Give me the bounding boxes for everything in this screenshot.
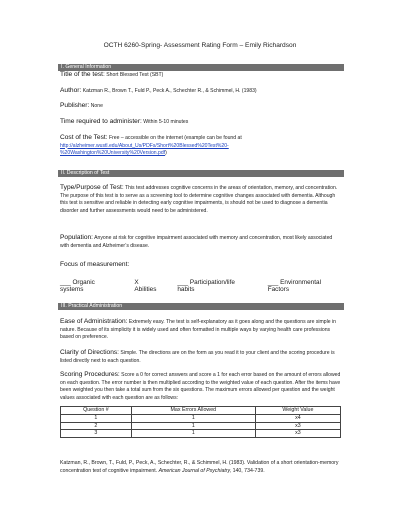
table-cell: 1 [131, 422, 255, 430]
author-label: Author: [60, 87, 82, 94]
table-header-cell: Max Errors Allowed [131, 407, 255, 415]
clarity-label: Clarity of Directions: [60, 349, 119, 356]
section-header-description: II. Description of Test [58, 170, 344, 177]
weight-table [60, 406, 341, 438]
population-label: Population: [60, 234, 93, 241]
table-row [61, 430, 341, 438]
purpose-value: This test addresses cognitive concerns in the areas of orientation, memory, and concentration. The purpose of this test is to serve as a screening tool to determine cognitive changes associated with dementia. Although this test is sensitive and reliable in detecting early cognitive impairments, is should not be used to diagnose a dementia disorder and further assessments would need to be administered. [60, 185, 338, 214]
table-cell: 3 [61, 430, 132, 438]
cost-block [60, 134, 342, 158]
table-header-cell: Weight Value [255, 407, 340, 415]
test-title-line [60, 71, 342, 80]
reference-journal: American Journal of Psychiatry, [158, 467, 232, 474]
section-header-general: I. General Information [58, 64, 344, 71]
focus-options [60, 279, 342, 293]
author-line [60, 87, 342, 96]
section-header-practical: III. Practical Administration [58, 303, 344, 310]
publisher-value: None [90, 103, 103, 109]
cost-url-link-part1[interactable]: http://alzheimer.wustl.edu/About_Us/PDFs/Short%20Blessed%20Test%20- [60, 142, 229, 149]
focus-label: Focus of measurement: [60, 261, 130, 268]
publisher-line [60, 102, 342, 111]
scoring-block [60, 371, 342, 402]
table-cell: 2 [61, 422, 132, 430]
reference-citation [60, 460, 342, 475]
table-header-cell: Question # [61, 407, 132, 415]
reference-text-part2: 140, 734-739. [232, 467, 265, 474]
focus-option-abilities: X Abilities [134, 279, 157, 293]
time-line [60, 118, 342, 127]
cost-close-paren: ) [165, 150, 167, 156]
focus-option-environmental: ___ Environmental Factors [267, 279, 321, 293]
table-header-row [61, 407, 341, 415]
ease-block [60, 318, 342, 342]
table-cell: 1 [131, 414, 255, 422]
document-title: OCTH 6260-Spring- Assessment Rating Form – Emily Richardson [103, 42, 297, 49]
scoring-value: Score a 0 for correct answers and score a 1 for each error based on the amount of errors allowed on each question. The error number is then multiplied according to the weighted value of each question. After the items have been weighted you then take a total sum from the six questions. The maximum errors allowed per question and the weight values associated with each question are as follows: [60, 372, 341, 401]
ease-value: Extremely easy. The test is self-explanatory as it goes along and the questions are simple in nature. Because of its simplicity it is widely used and often formatted in multiple ways by varying health care professions based on preference. [60, 319, 336, 340]
cost-label: Cost of the Test: [60, 134, 108, 141]
focus-label-line [60, 261, 342, 270]
population-block [60, 234, 342, 250]
clarity-value: Simple. The directions are on the form as you read it to your client and the scoring procedure is listed directly next to each question. [60, 350, 335, 364]
scoring-label: Scoring Procedures: [60, 371, 120, 378]
purpose-block [60, 184, 342, 215]
table-cell: 1 [131, 430, 255, 438]
table-cell: x4 [255, 414, 340, 422]
table-cell: x3 [255, 422, 340, 430]
focus-option-participation: ___ Participation/life habits [177, 279, 235, 293]
table-cell: x3 [255, 430, 340, 438]
time-value: Within 5-10 minutes [143, 119, 189, 125]
purpose-label: Type/Purpose of Test: [60, 184, 124, 191]
clarity-block [60, 349, 342, 365]
table-cell: 1 [61, 414, 132, 422]
publisher-label: Publisher: [60, 102, 90, 109]
test-title-label: Title of the test: [60, 71, 105, 78]
test-title-value: Short Blessed Test (SBT) [106, 72, 164, 78]
population-value: Anyone at risk for cognitive impairment associated with memory and concentration, most likely associated with dementia and Alzheimer’s disease. [60, 235, 333, 249]
ease-label: Ease of Administration: [60, 318, 128, 325]
cost-value: Free – accessible on the internet (example can be found at [108, 135, 242, 141]
time-label: Time required to administer: [60, 118, 142, 125]
focus-option-organic: ___ Organic systems [60, 279, 95, 293]
cost-url-link-part2[interactable]: %20Washington%20University%20Version.pdf [60, 150, 166, 156]
table-row [61, 422, 341, 430]
author-value: Katzman R., Brown T., Fuld P., Peck A., Schechter R., & Schimmel, H. (1983) [82, 88, 257, 94]
reference-text-part1: Katzman, R., Brown, T., Fuld, P., Peck, A., Schechter, R., & Schimmel, H. (1983). Validation of a short orientation-memory concentration test of cognitive impairment. [60, 460, 339, 474]
table-row [61, 414, 341, 422]
